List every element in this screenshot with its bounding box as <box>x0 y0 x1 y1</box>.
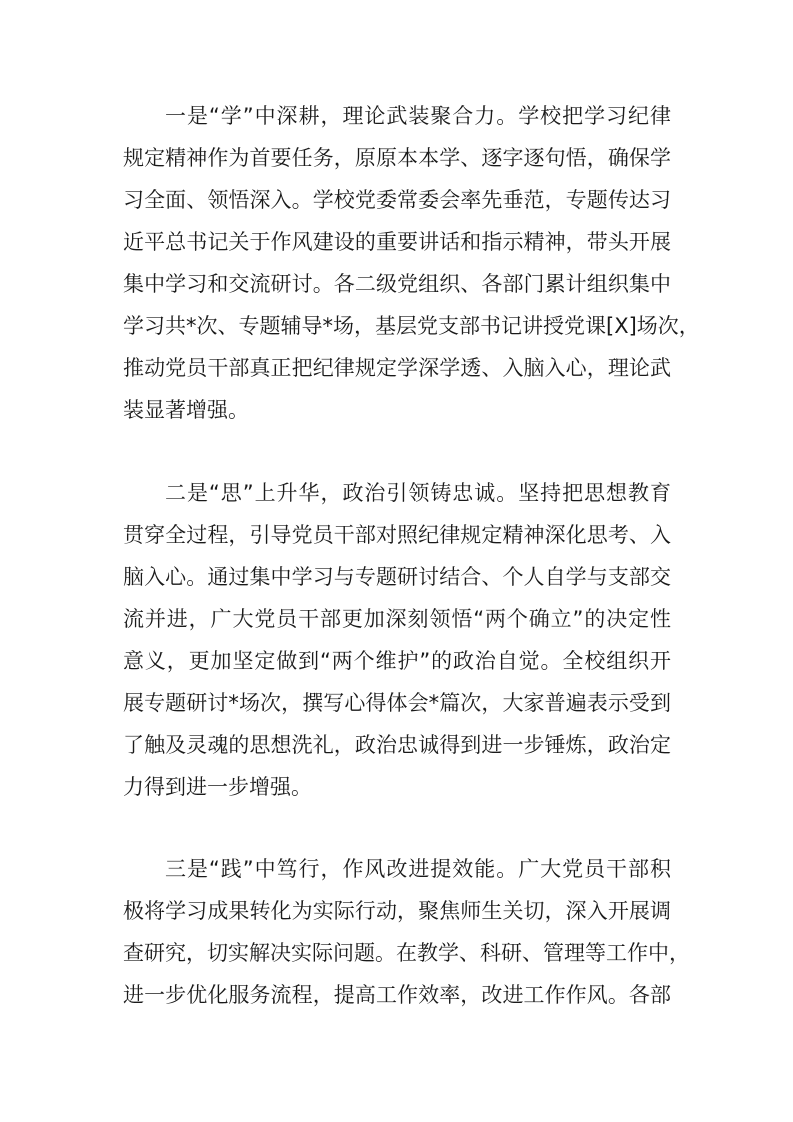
paragraph-2-line-6: 展专题研讨*场次，撰写心得体会*篇次，大家普遍表示受到 <box>123 691 671 715</box>
paragraph-1-line-5: 集中学习和交流研讨。各二级党组织、各部门累计组织集中 <box>123 272 671 296</box>
paragraph-1-line-7: 推动党员干部真正把纪律规定学深学透、入脑入心，理论武 <box>123 356 671 380</box>
paragraph-3-line-3: 查研究，切实解决实际问题。在教学、科研、管理等工作中， <box>123 941 690 965</box>
paragraph-2-line-4: 流并进，广大党员干部更加深刻领悟“两个确立”的决定性 <box>123 607 671 631</box>
paragraph-2-line-1: 二是“思”上升华，政治引领铸忠诚。坚持把思想教育 <box>165 481 671 505</box>
paragraph-3-line-1: 三是“践”中笃行，作风改进提效能。广大党员干部积 <box>165 857 671 881</box>
paragraph-2-line-7: 了触及灵魂的思想洗礼，政治忠诚得到进一步锤炼，政治定 <box>123 733 671 757</box>
paragraph-1-line-8: 装显著增强。 <box>123 398 249 422</box>
paragraph-3-line-2: 极将学习成果转化为实际行动，聚焦师生关切，深入开展调 <box>123 899 671 923</box>
paragraph-1-line-1: 一是“学”中深耕，理论武装聚合力。学校把学习纪律 <box>165 104 671 128</box>
paragraph-1-line-3: 习全面、领悟深入。学校党委常委会率先垂范，专题传达习 <box>123 188 671 212</box>
paragraph-1-line-4: 近平总书记关于作风建设的重要讲话和指示精神，带头开展 <box>123 230 671 254</box>
paragraph-1-line-2: 规定精神作为首要任务，原原本本学、逐字逐句悟，确保学 <box>123 146 671 170</box>
paragraph-2-line-8: 力得到进一步增强。 <box>123 775 312 799</box>
paragraph-2-line-3: 脑入心。通过集中学习与专题研讨结合、个人自学与支部交 <box>123 565 671 589</box>
paragraph-2-line-5: 意义，更加坚定做到“两个维护”的政治自觉。全校组织开 <box>123 649 671 673</box>
paragraph-3-line-4: 进一步优化服务流程，提高工作效率，改进工作作风。各部 <box>123 983 671 1007</box>
paragraph-2-line-2: 贯穿全过程，引导党员干部对照纪律规定精神深化思考、入 <box>123 523 671 547</box>
paragraph-1-line-6: 学习共*次、专题辅导*场，基层党支部书记讲授党课[X]场次， <box>123 314 700 338</box>
